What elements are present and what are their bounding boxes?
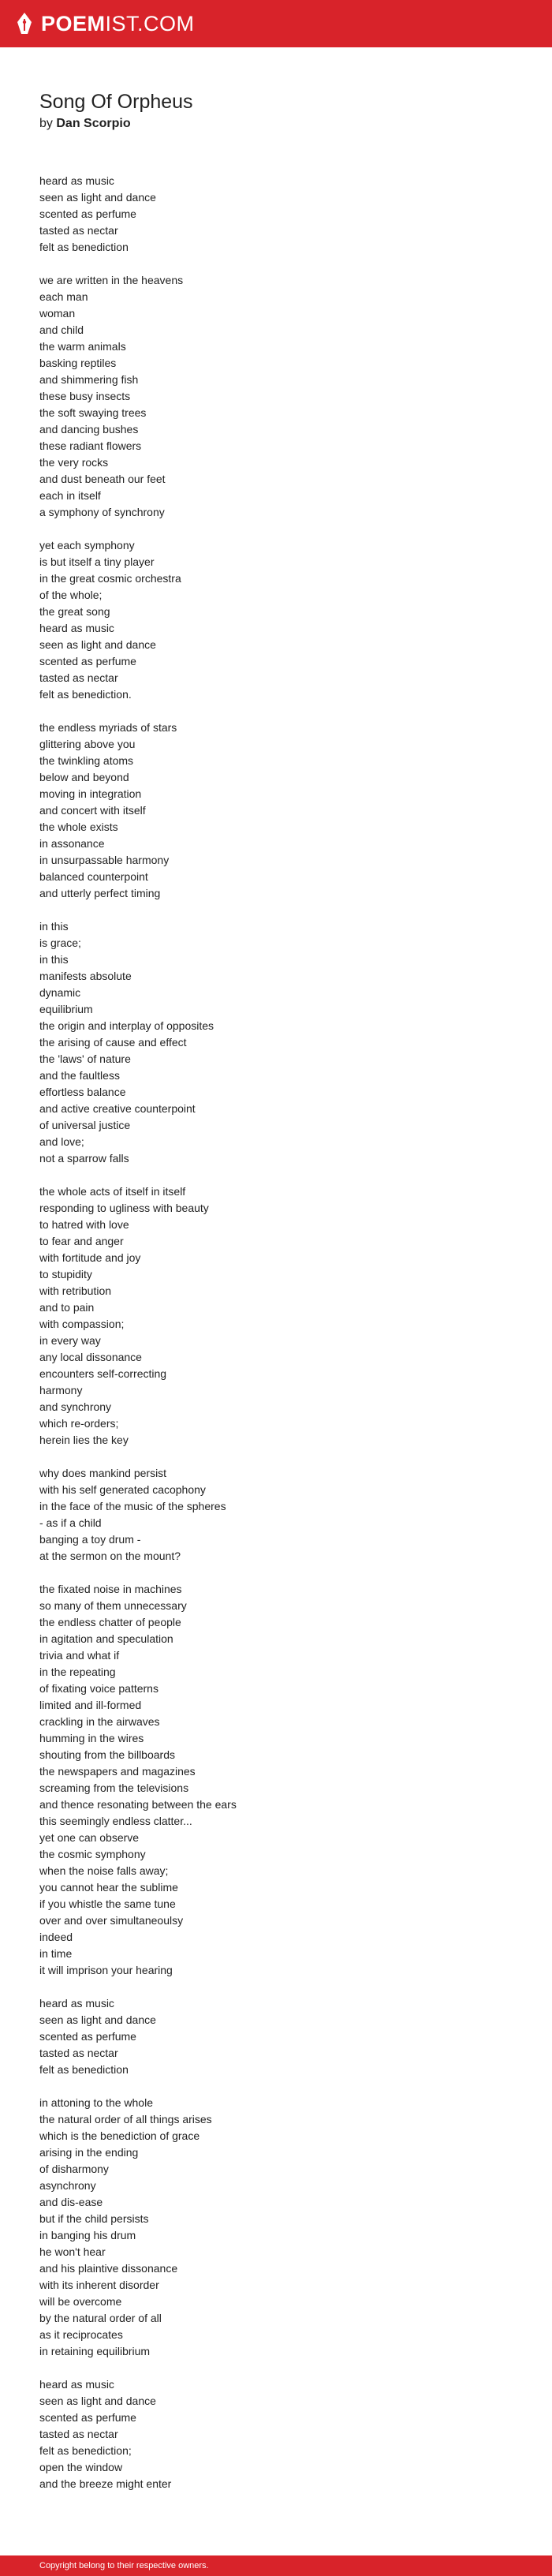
logo-text-light: IST.COM (105, 12, 195, 36)
logo-text-bold: POEM (41, 12, 106, 36)
poem-line: tasted as nectar (39, 2047, 118, 2059)
poem-line: and utterly perfect timing (39, 887, 161, 899)
poem-line: so many of them unnecessary (39, 1599, 187, 1612)
poem-line: at the sermon on the mount? (39, 1550, 181, 1562)
poem-line: seen as light and dance (39, 638, 156, 651)
poem-line: is but itself a tiny player (39, 555, 155, 568)
poem-line: scented as perfume (39, 208, 136, 220)
poem-line: scented as perfume (39, 2411, 136, 2424)
poem-line: and child (39, 323, 84, 336)
pen-nib-icon (16, 12, 33, 36)
poem-line: with retribution (39, 1284, 112, 1297)
poem-line: of disharmony (39, 2163, 109, 2175)
poem-line: the newspapers and magazines (39, 1765, 196, 1778)
poem-line: in time (39, 1947, 73, 1960)
poem-line: scented as perfume (39, 655, 136, 667)
poem-line: when the noise falls away; (39, 1864, 169, 1877)
poem-line: the very rocks (39, 456, 109, 469)
poem-line: but if the child persists (39, 2212, 149, 2225)
poem-line: felt as benediction. (39, 688, 132, 701)
poem-line: any local dissonance (39, 1351, 142, 1363)
poem-line: equilibrium (39, 1003, 93, 1015)
stanza (39, 720, 513, 902)
poem-line: basking reptiles (39, 357, 117, 369)
stanza (39, 1995, 513, 2078)
poem-line: arising in the ending (39, 2146, 139, 2159)
poem-line: tasted as nectar (39, 671, 118, 684)
poem-line: the endless myriads of stars (39, 721, 177, 734)
logo-text (41, 10, 195, 37)
poem-line: scented as perfume (39, 2030, 136, 2043)
poem-line: glittering above you (39, 738, 136, 750)
poem-line: and shimmering fish (39, 373, 139, 386)
poem-line: harmony (39, 1384, 83, 1396)
poem-line: manifests absolute (39, 970, 132, 982)
poem-line: tasted as nectar (39, 224, 118, 237)
poem-line: a symphony of synchrony (39, 506, 165, 518)
byline (39, 116, 131, 132)
poem-line: we are written in the heavens (39, 274, 184, 286)
poem-line: asynchrony (39, 2179, 96, 2192)
poem-line: of the whole; (39, 589, 103, 601)
poem-line: and dancing bushes (39, 423, 139, 436)
poem-line: encounters self-correcting (39, 1367, 167, 1380)
poem-line: in agitation and speculation (39, 1632, 173, 1645)
stanza (39, 2095, 513, 2360)
poem-line: the great song (39, 605, 110, 618)
poem-line: and love; (39, 1135, 84, 1148)
poem-line: responding to ugliness with beauty (39, 1202, 209, 1214)
poem-line: - as if a child (39, 1516, 102, 1529)
poem-line: banging a toy drum - (39, 1533, 141, 1546)
poem-line: and synchrony (39, 1400, 112, 1413)
poem-line: each in itself (39, 489, 101, 502)
poem-line: these radiant flowers (39, 439, 142, 452)
poem-line: in this (39, 920, 69, 933)
poem-line: and to pain (39, 1301, 95, 1314)
poem-line: the fixated noise in machines (39, 1583, 182, 1595)
poem-line: seen as light and dance (39, 2013, 156, 2026)
poem-line: with fortitude and joy (39, 1251, 141, 1264)
poem-line: in assonance (39, 837, 105, 850)
poem-line: in the repeating (39, 1666, 116, 1678)
poem-line: felt as benediction (39, 241, 129, 253)
poem-line: of universal justice (39, 1119, 131, 1131)
poem-line: over and over simultaneoulsy (39, 1914, 184, 1927)
poem-line: the cosmic symphony (39, 1848, 146, 1860)
poem-line: each man (39, 290, 88, 303)
poem-line: the arising of cause and effect (39, 1036, 187, 1049)
poem-line: woman (39, 307, 76, 320)
poem-line: to stupidity (39, 1268, 92, 1281)
poem-line: the whole exists (39, 821, 118, 833)
poem-line: in the face of the music of the spheres (39, 1500, 226, 1512)
copyright-text: Copyright belong to their respective owners. (39, 2561, 209, 2570)
site-logo[interactable] (16, 10, 195, 37)
poem-line: trivia and what if (39, 1649, 120, 1662)
poem-line: below and beyond (39, 771, 129, 783)
poem-line: as it reciprocates (39, 2328, 123, 2341)
poem-line: it will imprison your hearing (39, 1964, 173, 1976)
poem-line: by the natural order of all (39, 2312, 162, 2324)
poem-line: why does mankind persist (39, 1467, 167, 1479)
poem-line: humming in the wires (39, 1732, 144, 1744)
poem-line: limited and ill-formed (39, 1699, 142, 1711)
author-name[interactable]: Dan Scorpio (56, 117, 131, 130)
poem-line: the warm animals (39, 340, 126, 353)
stanza (39, 173, 513, 256)
poem-title: Song Of Orpheus (39, 91, 193, 113)
poem-line: heard as music (39, 1997, 114, 2010)
poem-line: in the great cosmic orchestra (39, 572, 181, 585)
poem-line: open the window (39, 2461, 123, 2473)
poem-line: effortless balance (39, 1086, 126, 1098)
poem-line: felt as benediction (39, 2063, 129, 2076)
stanza (39, 537, 513, 703)
poem-line: seen as light and dance (39, 191, 156, 204)
poem-line: the soft swaying trees (39, 406, 147, 419)
poem-line: not a sparrow falls (39, 1152, 129, 1165)
poem-line: heard as music (39, 622, 114, 634)
site-footer (0, 2555, 552, 2576)
by-label: by (39, 117, 53, 130)
poem-line: is grace; (39, 937, 81, 949)
poem-line: the natural order of all things arises (39, 2113, 212, 2125)
stanza (39, 1581, 513, 1979)
stanza (39, 918, 513, 1167)
poem-line: to fear and anger (39, 1235, 124, 1247)
poem-line: and the faultless (39, 1069, 120, 1082)
poem-line: in every way (39, 1334, 101, 1347)
poem-line: shouting from the billboards (39, 1748, 175, 1761)
poem-line: which re-orders; (39, 1417, 119, 1430)
poem-line: moving in integration (39, 787, 142, 800)
poem-line: this seemingly endless clatter... (39, 1815, 192, 1827)
poem-line: these busy insects (39, 390, 131, 402)
poem-line: yet one can observe (39, 1831, 140, 1844)
poem-line: seen as light and dance (39, 2395, 156, 2407)
poem-line: he won't hear (39, 2245, 106, 2258)
poem-line: and his plaintive dissonance (39, 2262, 178, 2275)
poem-line: in banging his drum (39, 2229, 136, 2241)
stanza (39, 2376, 513, 2492)
poem-body (39, 173, 513, 2509)
poem-line: and dis-ease (39, 2196, 103, 2208)
stanza (39, 272, 513, 521)
poem-line: the whole acts of itself in itself (39, 1185, 186, 1198)
poem-line: heard as music (39, 2378, 114, 2391)
poem-line: balanced counterpoint (39, 870, 148, 883)
poem-line: felt as benediction; (39, 2444, 132, 2457)
poem-line: indeed (39, 1931, 73, 1943)
poem-line: and concert with itself (39, 804, 146, 817)
poem-line: in attoning to the whole (39, 2096, 153, 2109)
poem-line: to hatred with love (39, 1218, 129, 1231)
poem-line: herein lies the key (39, 1434, 129, 1446)
poem-line: which is the benediction of grace (39, 2129, 200, 2142)
poem-line: in this (39, 953, 69, 966)
poem-line: yet each symphony (39, 539, 135, 551)
poem-line: with compassion; (39, 1318, 125, 1330)
poem-line: dynamic (39, 986, 81, 999)
poem-line: with its inherent disorder (39, 2279, 159, 2291)
poem-line: tasted as nectar (39, 2428, 118, 2440)
poem-line: will be overcome (39, 2295, 122, 2308)
poem-line: in retaining equilibrium (39, 2345, 151, 2357)
poem-line: heard as music (39, 174, 114, 187)
poem-line: if you whistle the same tune (39, 1897, 176, 1910)
stanza (39, 1183, 513, 1449)
poem-line: the origin and interplay of opposites (39, 1019, 214, 1032)
site-header (0, 0, 552, 47)
poem-line: screaming from the televisions (39, 1782, 189, 1794)
poem-line: crackling in the airwaves (39, 1715, 160, 1728)
poem-line: of fixating voice patterns (39, 1682, 159, 1695)
poem-line: and thence resonating between the ears (39, 1798, 237, 1811)
poem-line: the 'laws' of nature (39, 1052, 131, 1065)
poem-line: with his self generated cacophony (39, 1483, 206, 1496)
poem-line: and dust beneath our feet (39, 473, 166, 485)
poem-line: and active creative counterpoint (39, 1102, 196, 1115)
poem-line: you cannot hear the sublime (39, 1881, 178, 1894)
stanza (39, 1465, 513, 1565)
poem-line: the endless chatter of people (39, 1616, 181, 1628)
poem-line: and the breeze might enter (39, 2477, 172, 2490)
poem-line: in unsurpassable harmony (39, 854, 170, 866)
poem-line: the twinkling atoms (39, 754, 134, 767)
